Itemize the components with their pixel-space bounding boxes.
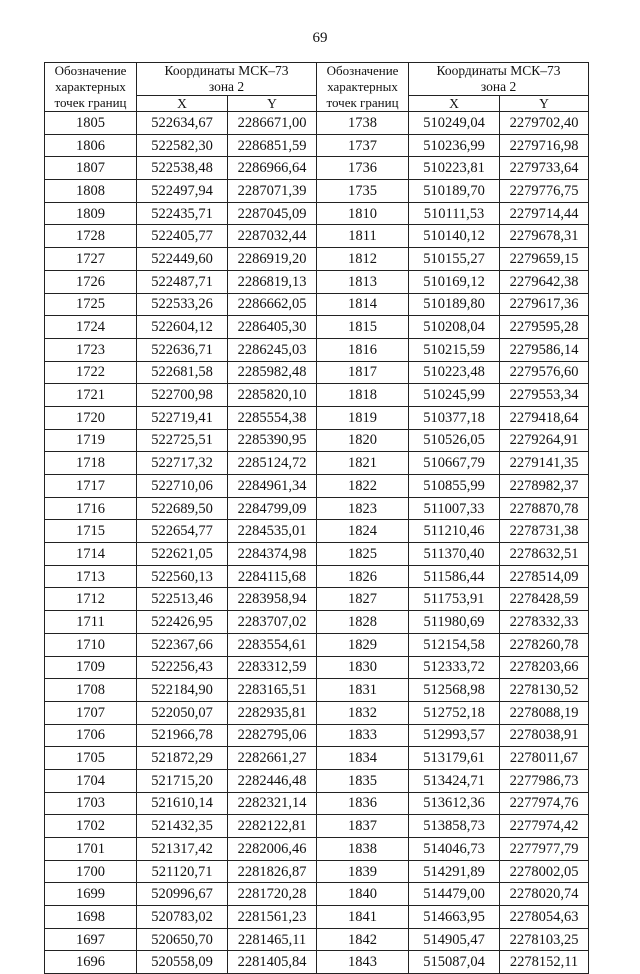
point-number-cell: 1809 — [45, 202, 137, 225]
y-coordinate-cell: 2278332,33 — [500, 611, 589, 634]
x-coordinate-cell: 515087,04 — [409, 951, 500, 974]
point-number-cell: 1711 — [45, 611, 137, 634]
x-coordinate-cell: 512568,98 — [409, 679, 500, 702]
y-coordinate-cell: 2278203,66 — [500, 656, 589, 679]
table-row — [45, 679, 589, 702]
page-number: 69 — [312, 30, 328, 46]
x-coordinate-cell: 522560,13 — [137, 565, 228, 588]
y-coordinate-cell: 2284535,01 — [228, 520, 317, 543]
point-number-cell: 1833 — [317, 724, 409, 747]
y-coordinate-cell: 2278982,37 — [500, 475, 589, 498]
point-number-cell: 1714 — [45, 543, 137, 566]
y-coordinate-cell: 2279702,40 — [500, 112, 589, 135]
point-column-header: Обозначение характерных точек границ — [45, 63, 137, 112]
y-coordinate-cell: 2279418,64 — [500, 406, 589, 429]
y-coordinate-cell: 2278002,05 — [500, 860, 589, 883]
y-coordinate-cell: 2278011,67 — [500, 747, 589, 770]
point-number-cell: 1829 — [317, 633, 409, 656]
point-number-cell: 1807 — [45, 157, 137, 180]
point-number-cell: 1720 — [45, 406, 137, 429]
x-coordinate-cell: 510189,80 — [409, 293, 500, 316]
y-coordinate-cell: 2278632,51 — [500, 543, 589, 566]
y-coordinate-cell: 2287032,44 — [228, 225, 317, 248]
point-number-cell: 1724 — [45, 316, 137, 339]
point-number-cell: 1839 — [317, 860, 409, 883]
x-coordinate-cell: 522719,41 — [137, 406, 228, 429]
point-number-cell: 1831 — [317, 679, 409, 702]
coordinates-table — [44, 62, 589, 974]
y-coordinate-cell: 2286819,13 — [228, 270, 317, 293]
y-coordinate-cell: 2284374,98 — [228, 543, 317, 566]
x-coordinate-cell: 522634,67 — [137, 112, 228, 135]
point-number-cell: 1699 — [45, 883, 137, 906]
table-row — [45, 701, 589, 724]
x-coordinate-cell: 522487,71 — [137, 270, 228, 293]
x-coordinate-cell: 522621,05 — [137, 543, 228, 566]
y-coordinate-cell: 2279716,98 — [500, 134, 589, 157]
table-row — [45, 633, 589, 656]
x-coordinate-cell: 510245,99 — [409, 384, 500, 407]
table-row — [45, 112, 589, 135]
y-coordinate-cell: 2278870,78 — [500, 497, 589, 520]
point-number-cell: 1710 — [45, 633, 137, 656]
x-coordinate-cell: 512993,57 — [409, 724, 500, 747]
point-number-cell: 1823 — [317, 497, 409, 520]
table-body — [45, 112, 589, 974]
y-coordinate-cell: 2279714,44 — [500, 202, 589, 225]
point-column-header: Обозначение характерных точек границ — [317, 63, 409, 112]
y-coordinate-cell: 2287071,39 — [228, 180, 317, 203]
y-coordinate-cell: 2285554,38 — [228, 406, 317, 429]
table-row — [45, 316, 589, 339]
table-row — [45, 225, 589, 248]
x-coordinate-cell: 522654,77 — [137, 520, 228, 543]
table-row — [45, 270, 589, 293]
y-coordinate-cell: 2279733,64 — [500, 157, 589, 180]
point-number-cell: 1701 — [45, 838, 137, 861]
x-coordinate-cell: 511586,44 — [409, 565, 500, 588]
point-number-cell: 1735 — [317, 180, 409, 203]
table-row — [45, 838, 589, 861]
point-number-cell: 1826 — [317, 565, 409, 588]
table-row — [45, 588, 589, 611]
x-coordinate-cell: 513858,73 — [409, 815, 500, 838]
x-coordinate-cell: 510189,70 — [409, 180, 500, 203]
point-number-cell: 1810 — [317, 202, 409, 225]
point-number-cell: 1827 — [317, 588, 409, 611]
y-coordinate-cell: 2286671,00 — [228, 112, 317, 135]
y-column-header: Y — [500, 96, 589, 112]
x-coordinate-cell: 513179,61 — [409, 747, 500, 770]
x-coordinate-cell: 520558,09 — [137, 951, 228, 974]
point-number-cell: 1806 — [45, 134, 137, 157]
y-coordinate-cell: 2285982,48 — [228, 361, 317, 384]
x-coordinate-cell: 522725,51 — [137, 429, 228, 452]
table-row — [45, 293, 589, 316]
table-row — [45, 361, 589, 384]
table-row — [45, 928, 589, 951]
x-coordinate-cell: 512752,18 — [409, 701, 500, 724]
x-coordinate-cell: 510223,81 — [409, 157, 500, 180]
x-coordinate-cell: 521715,20 — [137, 769, 228, 792]
y-coordinate-cell: 2278130,52 — [500, 679, 589, 702]
x-coordinate-cell: 510215,59 — [409, 338, 500, 361]
coords-column-header: Координаты МСК–73 зона 2 — [409, 63, 589, 96]
table-row — [45, 338, 589, 361]
y-coordinate-cell: 2279659,15 — [500, 248, 589, 271]
point-number-cell: 1709 — [45, 656, 137, 679]
point-number-cell: 1830 — [317, 656, 409, 679]
x-coordinate-cell: 510236,99 — [409, 134, 500, 157]
point-number-cell: 1832 — [317, 701, 409, 724]
point-number-cell: 1736 — [317, 157, 409, 180]
y-coordinate-cell: 2282661,27 — [228, 747, 317, 770]
y-coordinate-cell: 2286245,03 — [228, 338, 317, 361]
y-coordinate-cell: 2283958,94 — [228, 588, 317, 611]
x-coordinate-cell: 522435,71 — [137, 202, 228, 225]
table-row — [45, 792, 589, 815]
y-coordinate-cell: 2277986,73 — [500, 769, 589, 792]
x-coordinate-cell: 521432,35 — [137, 815, 228, 838]
table-row — [45, 611, 589, 634]
y-coordinate-cell: 2283165,51 — [228, 679, 317, 702]
x-coordinate-cell: 520783,02 — [137, 906, 228, 929]
y-coordinate-cell: 2284799,09 — [228, 497, 317, 520]
x-coordinate-cell: 522582,30 — [137, 134, 228, 157]
point-number-cell: 1727 — [45, 248, 137, 271]
point-number-cell: 1828 — [317, 611, 409, 634]
table-row — [45, 157, 589, 180]
point-number-cell: 1805 — [45, 112, 137, 135]
y-coordinate-cell: 2279776,75 — [500, 180, 589, 203]
x-coordinate-cell: 521317,42 — [137, 838, 228, 861]
point-number-cell: 1824 — [317, 520, 409, 543]
y-coordinate-cell: 2281465,11 — [228, 928, 317, 951]
x-coordinate-cell: 522533,26 — [137, 293, 228, 316]
point-number-cell: 1728 — [45, 225, 137, 248]
point-number-cell: 1814 — [317, 293, 409, 316]
point-number-cell: 1697 — [45, 928, 137, 951]
table-row — [45, 769, 589, 792]
x-coordinate-cell: 511370,40 — [409, 543, 500, 566]
y-coordinate-cell: 2285124,72 — [228, 452, 317, 475]
y-coordinate-cell: 2278428,59 — [500, 588, 589, 611]
y-coordinate-cell: 2283707,02 — [228, 611, 317, 634]
y-coordinate-cell: 2282321,14 — [228, 792, 317, 815]
x-coordinate-cell: 514905,47 — [409, 928, 500, 951]
x-column-header: X — [137, 96, 228, 112]
y-coordinate-cell: 2278514,09 — [500, 565, 589, 588]
y-coordinate-cell: 2281720,28 — [228, 883, 317, 906]
x-coordinate-cell: 511007,33 — [409, 497, 500, 520]
point-number-cell: 1819 — [317, 406, 409, 429]
x-coordinate-cell: 522689,50 — [137, 497, 228, 520]
x-coordinate-cell: 522426,95 — [137, 611, 228, 634]
y-coordinate-cell: 2279586,14 — [500, 338, 589, 361]
x-coordinate-cell: 522184,90 — [137, 679, 228, 702]
point-number-cell: 1718 — [45, 452, 137, 475]
y-coordinate-cell: 2279678,31 — [500, 225, 589, 248]
point-number-cell: 1842 — [317, 928, 409, 951]
x-coordinate-cell: 510855,99 — [409, 475, 500, 498]
table-row — [45, 384, 589, 407]
table-row — [45, 497, 589, 520]
table-row — [45, 452, 589, 475]
point-number-cell: 1696 — [45, 951, 137, 974]
y-coordinate-cell: 2277974,42 — [500, 815, 589, 838]
y-coordinate-cell: 2279617,36 — [500, 293, 589, 316]
x-coordinate-cell: 510140,12 — [409, 225, 500, 248]
point-number-cell: 1698 — [45, 906, 137, 929]
x-coordinate-cell: 522681,58 — [137, 361, 228, 384]
y-coordinate-cell: 2279264,91 — [500, 429, 589, 452]
x-coordinate-cell: 522497,94 — [137, 180, 228, 203]
point-number-cell: 1815 — [317, 316, 409, 339]
x-coordinate-cell: 512154,58 — [409, 633, 500, 656]
point-number-cell: 1706 — [45, 724, 137, 747]
x-coordinate-cell: 520650,70 — [137, 928, 228, 951]
point-number-cell: 1821 — [317, 452, 409, 475]
y-coordinate-cell: 2278260,78 — [500, 633, 589, 656]
x-coordinate-cell: 513424,71 — [409, 769, 500, 792]
x-coordinate-cell: 510667,79 — [409, 452, 500, 475]
point-number-cell: 1813 — [317, 270, 409, 293]
y-coordinate-cell: 2282446,48 — [228, 769, 317, 792]
x-coordinate-cell: 521966,78 — [137, 724, 228, 747]
x-coordinate-cell: 511753,91 — [409, 588, 500, 611]
point-number-cell: 1737 — [317, 134, 409, 157]
table-row — [45, 520, 589, 543]
point-number-cell: 1707 — [45, 701, 137, 724]
coords-column-header: Координаты МСК–73 зона 2 — [137, 63, 317, 96]
y-coordinate-cell: 2279642,38 — [500, 270, 589, 293]
y-coordinate-cell: 2285390,95 — [228, 429, 317, 452]
y-coordinate-cell: 2278054,63 — [500, 906, 589, 929]
point-number-cell: 1808 — [45, 180, 137, 203]
y-coordinate-cell: 2281826,87 — [228, 860, 317, 883]
x-coordinate-cell: 521872,29 — [137, 747, 228, 770]
x-coordinate-cell: 522367,66 — [137, 633, 228, 656]
x-coordinate-cell: 520996,67 — [137, 883, 228, 906]
point-number-cell: 1738 — [317, 112, 409, 135]
point-number-cell: 1703 — [45, 792, 137, 815]
table-row — [45, 202, 589, 225]
x-coordinate-cell: 522050,07 — [137, 701, 228, 724]
x-coordinate-cell: 510249,04 — [409, 112, 500, 135]
x-coordinate-cell: 510111,53 — [409, 202, 500, 225]
point-number-cell: 1817 — [317, 361, 409, 384]
x-coordinate-cell: 510223,48 — [409, 361, 500, 384]
point-number-cell: 1840 — [317, 883, 409, 906]
x-coordinate-cell: 511210,46 — [409, 520, 500, 543]
y-column-header: Y — [228, 96, 317, 112]
table-header-row — [45, 63, 589, 96]
y-coordinate-cell: 2279576,60 — [500, 361, 589, 384]
x-coordinate-cell: 522538,48 — [137, 157, 228, 180]
point-number-cell: 1820 — [317, 429, 409, 452]
x-coordinate-cell: 510169,12 — [409, 270, 500, 293]
point-number-cell: 1705 — [45, 747, 137, 770]
point-number-cell: 1818 — [317, 384, 409, 407]
point-number-cell: 1721 — [45, 384, 137, 407]
table-row — [45, 429, 589, 452]
point-number-cell: 1834 — [317, 747, 409, 770]
table-row — [45, 248, 589, 271]
point-number-cell: 1837 — [317, 815, 409, 838]
y-coordinate-cell: 2286919,20 — [228, 248, 317, 271]
y-coordinate-cell: 2279595,28 — [500, 316, 589, 339]
table-row — [45, 906, 589, 929]
y-coordinate-cell: 2277974,76 — [500, 792, 589, 815]
y-coordinate-cell: 2282795,06 — [228, 724, 317, 747]
table-row — [45, 815, 589, 838]
x-coordinate-cell: 522604,12 — [137, 316, 228, 339]
y-coordinate-cell: 2283312,59 — [228, 656, 317, 679]
point-number-cell: 1717 — [45, 475, 137, 498]
y-coordinate-cell: 2279141,35 — [500, 452, 589, 475]
point-number-cell: 1836 — [317, 792, 409, 815]
point-number-cell: 1719 — [45, 429, 137, 452]
point-number-cell: 1713 — [45, 565, 137, 588]
y-coordinate-cell: 2278152,11 — [500, 951, 589, 974]
point-number-cell: 1723 — [45, 338, 137, 361]
x-coordinate-cell: 521120,71 — [137, 860, 228, 883]
point-number-cell: 1715 — [45, 520, 137, 543]
x-coordinate-cell: 522256,43 — [137, 656, 228, 679]
point-number-cell: 1725 — [45, 293, 137, 316]
y-coordinate-cell: 2282006,46 — [228, 838, 317, 861]
x-coordinate-cell: 510377,18 — [409, 406, 500, 429]
point-number-cell: 1835 — [317, 769, 409, 792]
point-number-cell: 1812 — [317, 248, 409, 271]
table-row — [45, 134, 589, 157]
table-row — [45, 180, 589, 203]
point-number-cell: 1822 — [317, 475, 409, 498]
y-coordinate-cell: 2282122,81 — [228, 815, 317, 838]
x-coordinate-cell: 522717,32 — [137, 452, 228, 475]
y-coordinate-cell: 2278103,25 — [500, 928, 589, 951]
point-number-cell: 1708 — [45, 679, 137, 702]
point-number-cell: 1811 — [317, 225, 409, 248]
y-coordinate-cell: 2278731,38 — [500, 520, 589, 543]
x-coordinate-cell: 522636,71 — [137, 338, 228, 361]
x-coordinate-cell: 511980,69 — [409, 611, 500, 634]
x-coordinate-cell: 510155,27 — [409, 248, 500, 271]
y-coordinate-cell: 2284961,34 — [228, 475, 317, 498]
table-row — [45, 747, 589, 770]
x-coordinate-cell: 521610,14 — [137, 792, 228, 815]
y-coordinate-cell: 2282935,81 — [228, 701, 317, 724]
table-row — [45, 565, 589, 588]
y-coordinate-cell: 2285820,10 — [228, 384, 317, 407]
x-coordinate-cell: 522449,60 — [137, 248, 228, 271]
y-coordinate-cell: 2281561,23 — [228, 906, 317, 929]
point-number-cell: 1816 — [317, 338, 409, 361]
point-number-cell: 1825 — [317, 543, 409, 566]
table-row — [45, 475, 589, 498]
point-number-cell: 1726 — [45, 270, 137, 293]
y-coordinate-cell: 2278088,19 — [500, 701, 589, 724]
y-coordinate-cell: 2284115,68 — [228, 565, 317, 588]
point-number-cell: 1702 — [45, 815, 137, 838]
point-number-cell: 1700 — [45, 860, 137, 883]
x-coordinate-cell: 514479,00 — [409, 883, 500, 906]
point-number-cell: 1722 — [45, 361, 137, 384]
point-number-cell: 1704 — [45, 769, 137, 792]
x-coordinate-cell: 514663,95 — [409, 906, 500, 929]
y-coordinate-cell: 2283554,61 — [228, 633, 317, 656]
x-coordinate-cell: 522700,98 — [137, 384, 228, 407]
x-coordinate-cell: 522405,77 — [137, 225, 228, 248]
table-row — [45, 951, 589, 974]
x-coordinate-cell: 522513,46 — [137, 588, 228, 611]
table-row — [45, 860, 589, 883]
point-number-cell: 1843 — [317, 951, 409, 974]
table-row — [45, 656, 589, 679]
table-row — [45, 883, 589, 906]
x-coordinate-cell: 510526,05 — [409, 429, 500, 452]
table-row — [45, 406, 589, 429]
y-coordinate-cell: 2281405,84 — [228, 951, 317, 974]
x-coordinate-cell: 512333,72 — [409, 656, 500, 679]
x-coordinate-cell: 513612,36 — [409, 792, 500, 815]
x-coordinate-cell: 514046,73 — [409, 838, 500, 861]
point-number-cell: 1841 — [317, 906, 409, 929]
point-number-cell: 1838 — [317, 838, 409, 861]
y-coordinate-cell: 2278020,74 — [500, 883, 589, 906]
y-coordinate-cell: 2277977,79 — [500, 838, 589, 861]
table-row — [45, 543, 589, 566]
x-coordinate-cell: 510208,04 — [409, 316, 500, 339]
y-coordinate-cell: 2286662,05 — [228, 293, 317, 316]
x-column-header: X — [409, 96, 500, 112]
y-coordinate-cell: 2286851,59 — [228, 134, 317, 157]
point-number-cell: 1712 — [45, 588, 137, 611]
table-row — [45, 724, 589, 747]
y-coordinate-cell: 2287045,09 — [228, 202, 317, 225]
y-coordinate-cell: 2278038,91 — [500, 724, 589, 747]
y-coordinate-cell: 2279553,34 — [500, 384, 589, 407]
x-coordinate-cell: 514291,89 — [409, 860, 500, 883]
y-coordinate-cell: 2286966,64 — [228, 157, 317, 180]
y-coordinate-cell: 2286405,30 — [228, 316, 317, 339]
point-number-cell: 1716 — [45, 497, 137, 520]
x-coordinate-cell: 522710,06 — [137, 475, 228, 498]
